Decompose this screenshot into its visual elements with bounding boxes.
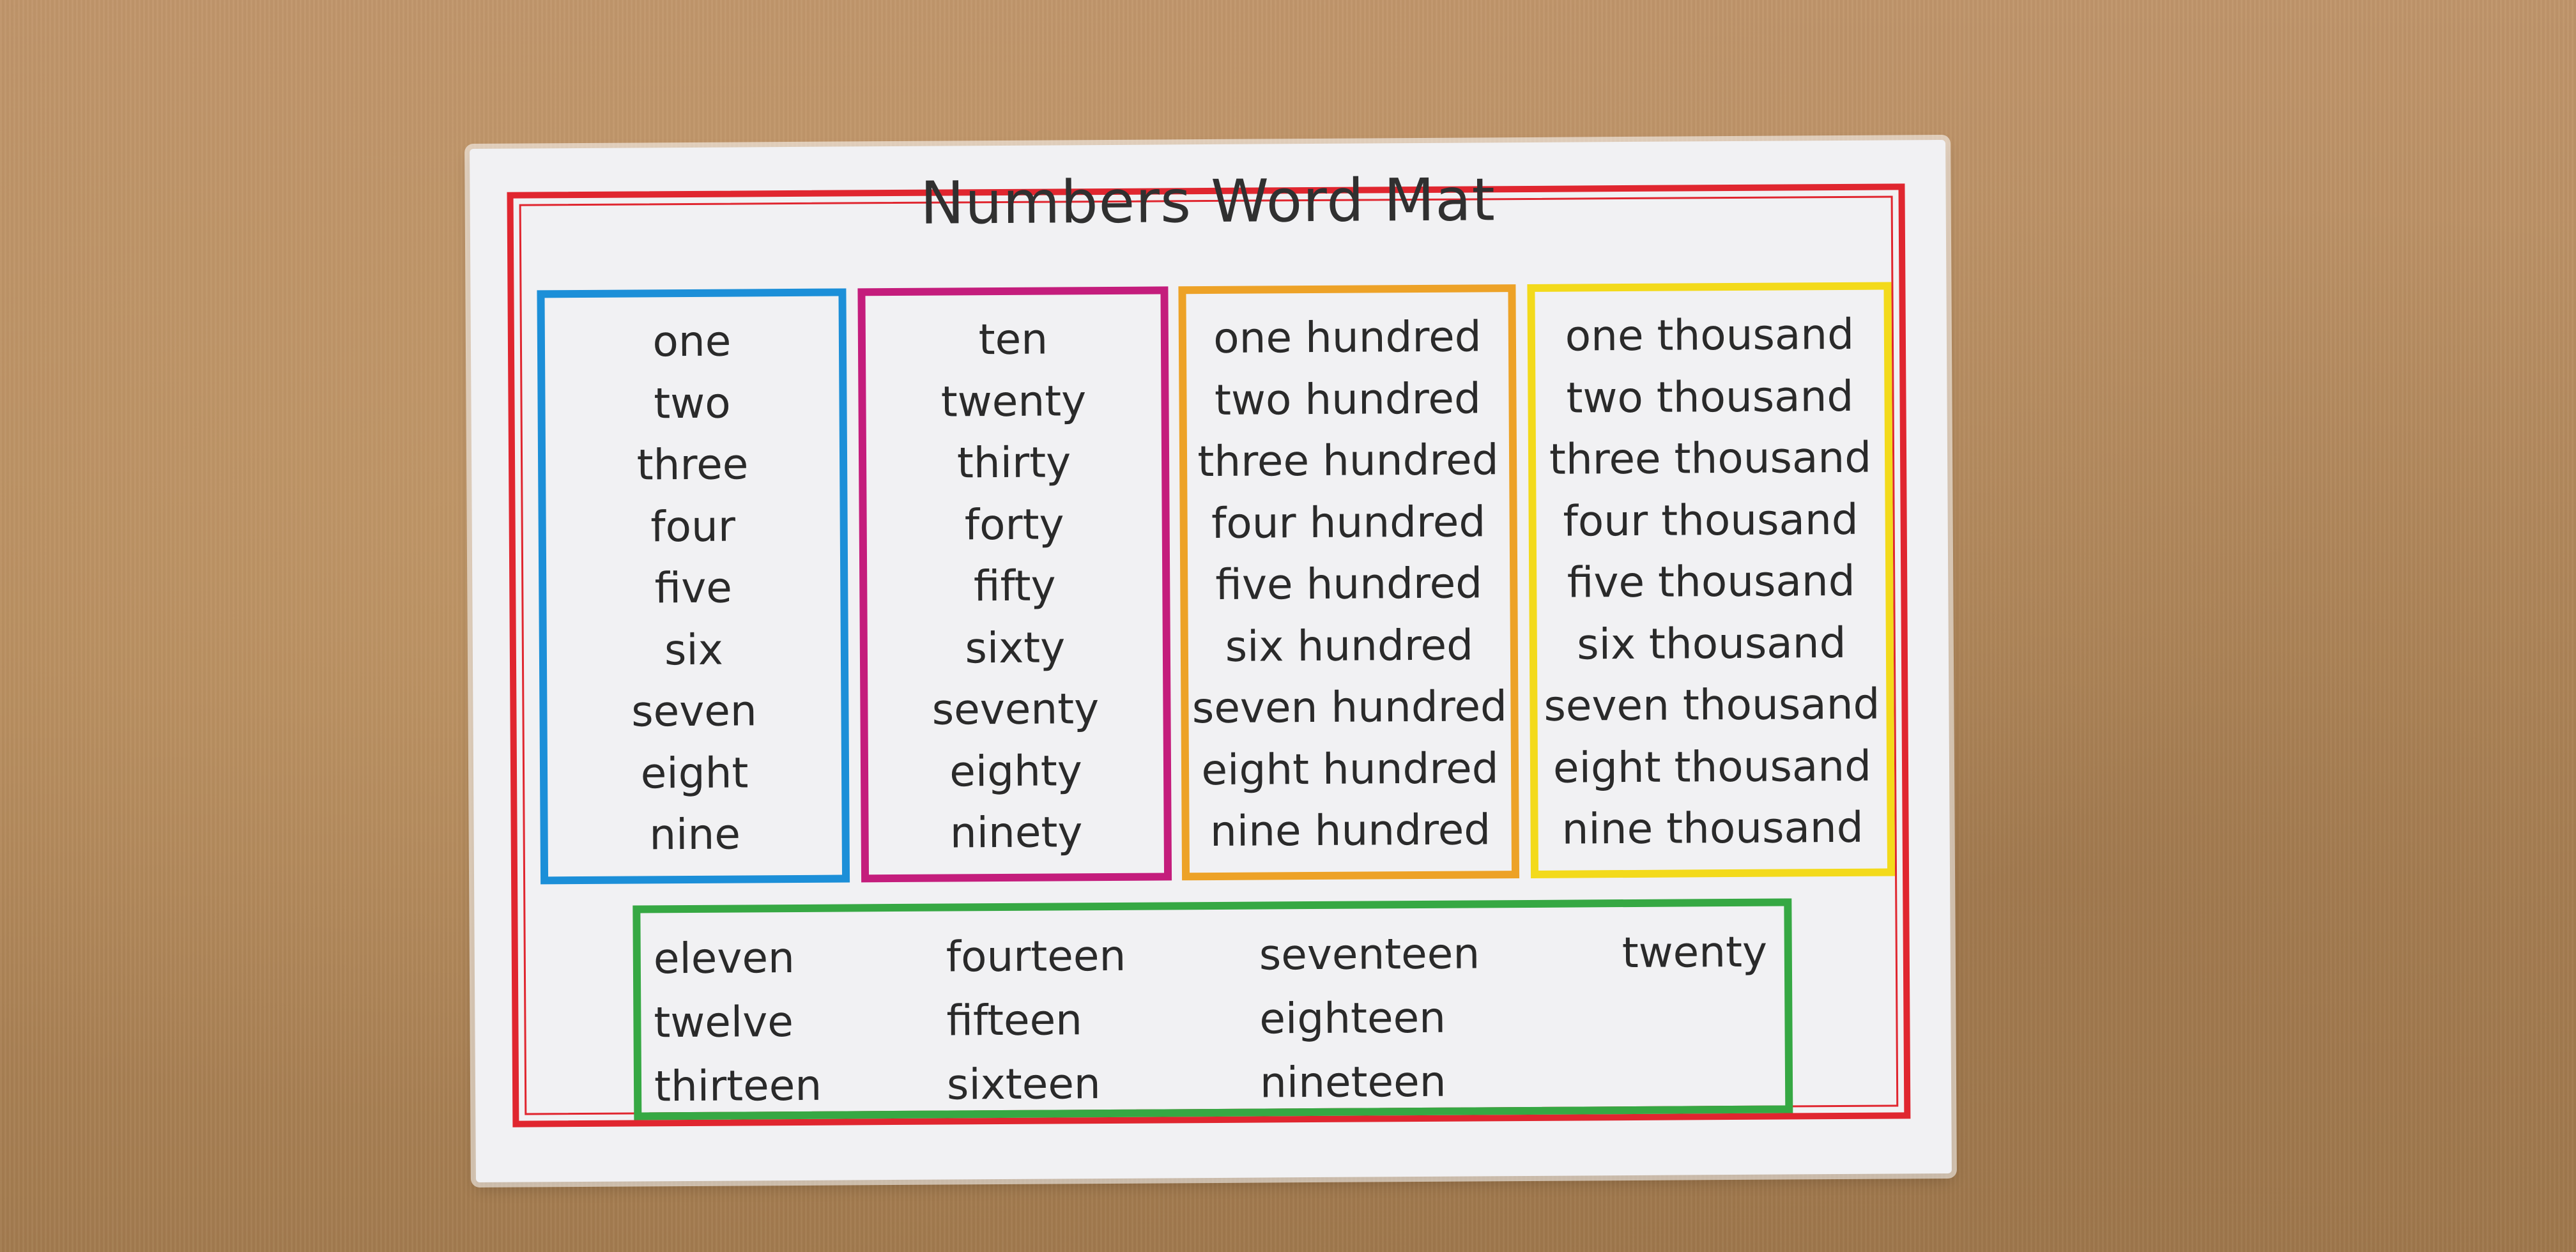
ones-word: nine	[649, 809, 741, 860]
word-mat-sheet	[470, 140, 1952, 1182]
teens-column-3	[1259, 922, 1481, 1115]
thousands-word: eight thousand	[1552, 741, 1872, 793]
ones-word: three	[636, 439, 749, 490]
hundreds-word: four hundred	[1211, 496, 1486, 548]
ones-word: eight	[640, 747, 749, 798]
ones-word: two	[654, 378, 731, 428]
ones-word: six	[664, 625, 723, 675]
hundreds-word: three hundred	[1197, 435, 1499, 487]
teens-column-2	[946, 924, 1127, 1117]
hundreds-word: two hundred	[1214, 373, 1482, 425]
teen-word: eighteen	[1259, 993, 1446, 1044]
teen-word: eleven	[653, 933, 795, 984]
tens-word: thirty	[956, 438, 1071, 488]
tens-word: eighty	[949, 745, 1083, 796]
mat-title: Numbers Word Mat	[920, 165, 1496, 238]
teen-word: twelve	[654, 997, 794, 1048]
teen-word: fifteen	[946, 995, 1083, 1046]
thousands-word: seven thousand	[1544, 679, 1880, 731]
thousands-word: two thousand	[1566, 371, 1854, 423]
teen-word: sixteen	[946, 1059, 1101, 1110]
hundreds-word: five hundred	[1215, 558, 1483, 609]
tens-word: sixty	[965, 622, 1066, 673]
tens-word: forty	[964, 499, 1064, 549]
thousands-column	[1527, 282, 1895, 878]
teen-word: seventeen	[1259, 929, 1480, 980]
teen-word: twenty	[1621, 927, 1768, 978]
ones-column	[537, 288, 850, 884]
thousands-word: three thousand	[1549, 432, 1872, 484]
teen-word: thirteen	[654, 1060, 822, 1111]
tens-word: ten	[978, 314, 1048, 365]
thousands-word: one thousand	[1565, 309, 1855, 361]
tens-word: seventy	[931, 684, 1100, 735]
thousands-word: five thousand	[1567, 556, 1855, 607]
hundreds-word: eight hundred	[1201, 743, 1499, 795]
hundreds-word: one hundred	[1213, 312, 1482, 363]
teen-word: nineteen	[1259, 1057, 1446, 1108]
thousands-word: nine thousand	[1561, 802, 1864, 854]
tens-word: fifty	[973, 561, 1056, 611]
thousands-word: four thousand	[1563, 494, 1859, 546]
teens-column-4	[1621, 920, 1767, 985]
ones-word: seven	[631, 686, 757, 737]
hundreds-word: six hundred	[1225, 620, 1474, 671]
hundreds-column	[1178, 284, 1519, 880]
tens-word: twenty	[940, 376, 1087, 427]
teens-box	[632, 898, 1793, 1120]
thousands-word: six thousand	[1576, 618, 1846, 669]
tens-word: ninety	[949, 807, 1083, 858]
teens-column-1	[654, 926, 822, 1119]
ones-word: four	[650, 501, 736, 551]
teen-word: fourteen	[946, 931, 1126, 982]
hundreds-word: seven hundred	[1192, 682, 1508, 733]
ones-word: five	[654, 563, 733, 613]
ones-word: one	[652, 316, 732, 367]
hundreds-word: nine hundred	[1209, 805, 1491, 857]
tens-column	[857, 286, 1172, 882]
